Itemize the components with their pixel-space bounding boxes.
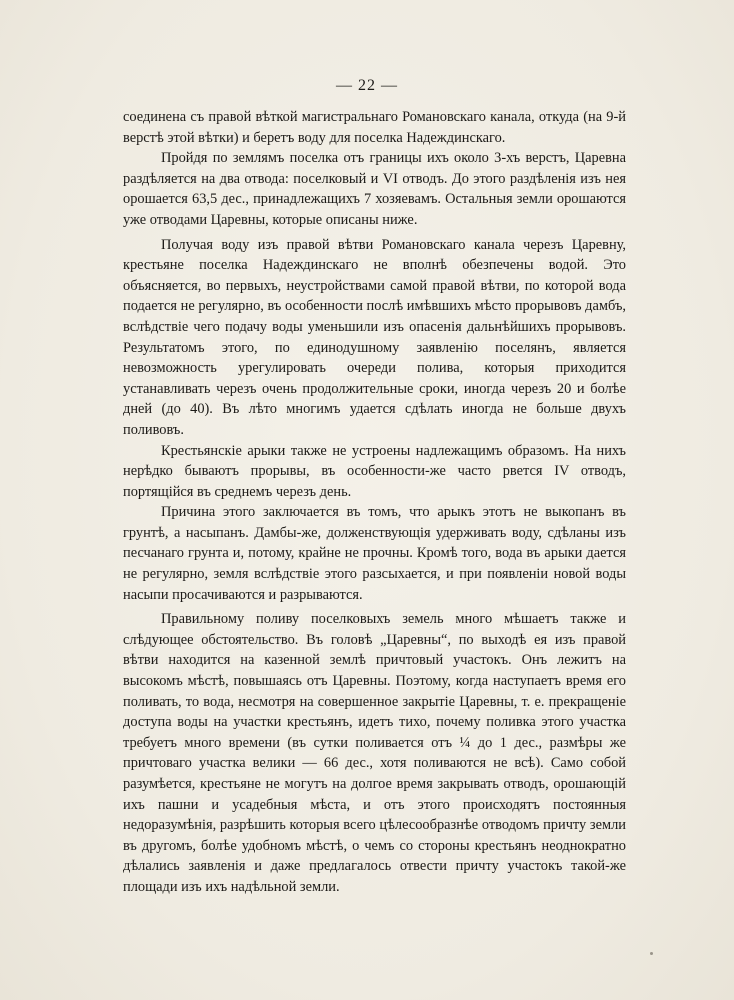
paragraph: Причина этого заключается въ томъ, что арыкъ этотъ не выкопанъ въ грунтѣ, а насыпанъ. Дамбы-же, долженствующія удерживать воду, сдѣланы изъ песчанаго грунта и, потому, крайне не прочны. Кромѣ того, вода въ арыки дается не регулярно, земля вслѣдствіе этого разсыхается, и при появленіи новой воды насыпи просачиваются и разрываются. [123,504,626,603]
body-text [123,107,626,898]
paragraph: Правильному поливу поселковыхъ земель много мѣшаетъ также и слѣдующее обстоятельство. Въ головѣ „Царевны“, по выходѣ ея изъ правой вѣтви находится на казенной землѣ причтовый участокъ. Онъ лежитъ на высокомъ мѣстѣ, повышаясь отъ Царевны. Поэтому, когда наступаетъ время его поливать, то вода, несмотря на совершенное закрытіе Царевны, т. е. прекращеніе доступа воды на участки крестьянъ, идетъ тихо, почему поливка этого участка требуетъ много времени (въ сутки поливается отъ ¼ до 1 дес., размѣры же причтоваго участка велики — 66 дес., хотя поливаются не всѣ). Само собой разумѣется, крестьяне не могутъ на долгое время закрывать отводъ, орошающій ихъ пашни и усадебныя мѣста, и отъ этого происходятъ постоянныя недоразумѣнія, разрѣшить которыя всего цѣлесообразнѣе отводомъ причту земли въ другомъ, болѣе удобномъ мѣстѣ, о чемъ со стороны крестьянъ неоднократно дѣлались заявленія и даже предлагалось отвести причту участокъ такой-же площади изъ ихъ надѣльной земли. [123,611,626,895]
paragraph: Получая воду изъ правой вѣтви Романовскаго канала черезъ Царевну, крестьяне поселка Надеждинскаго не вполнѣ обезпечены водой. Это объясняется, во первыхъ, неустройствами самой правой вѣтви, по которой вода подается не регулярно, въ особенности послѣ имѣвшихъ мѣсто прорывовъ дамбъ, вслѣдствіе чего подачу воды уменьшили изъ опасенія дальнѣйшихъ прорывовъ. Результатомъ этого, по единодушному заявленію поселянъ, является невозможность урегулировать очереди полива, которыя приходится устанавливать черезъ очень продолжительные сроки, иногда черезъ 20 и болѣе дней (до 40). Въ лѣто многимъ удается сдѣлать иногда не больше двухъ поливовъ. [123,236,626,438]
page-number: — 22 — [336,77,398,94]
paragraph: Пройдя по землямъ поселка отъ границы ихъ около 3-хъ верстъ, Царевна раздѣляется на два отвода: поселковый и VI отводъ. До этого раздѣленія изъ нея орошается 63,5 дес., принадлежащихъ 7 хозяевамъ. Остальныя земли орошаются уже отводами Царевны, которые описаны ниже. [123,150,626,228]
paper-speck [650,952,653,955]
paragraph: соединена съ правой вѣткой магистральнаго Романовскаго канала, откуда (на 9-й верстѣ этой вѣтки) и беретъ воду для поселка Надеждинскаго. [123,109,626,146]
paragraph: Крестьянскіе арыки также не устроены надлежащимъ образомъ. На нихъ нерѣдко бываютъ прорывы, въ особенности-же часто рвется IV отводъ, портящійся въ среднемъ черезъ день. [123,442,626,500]
